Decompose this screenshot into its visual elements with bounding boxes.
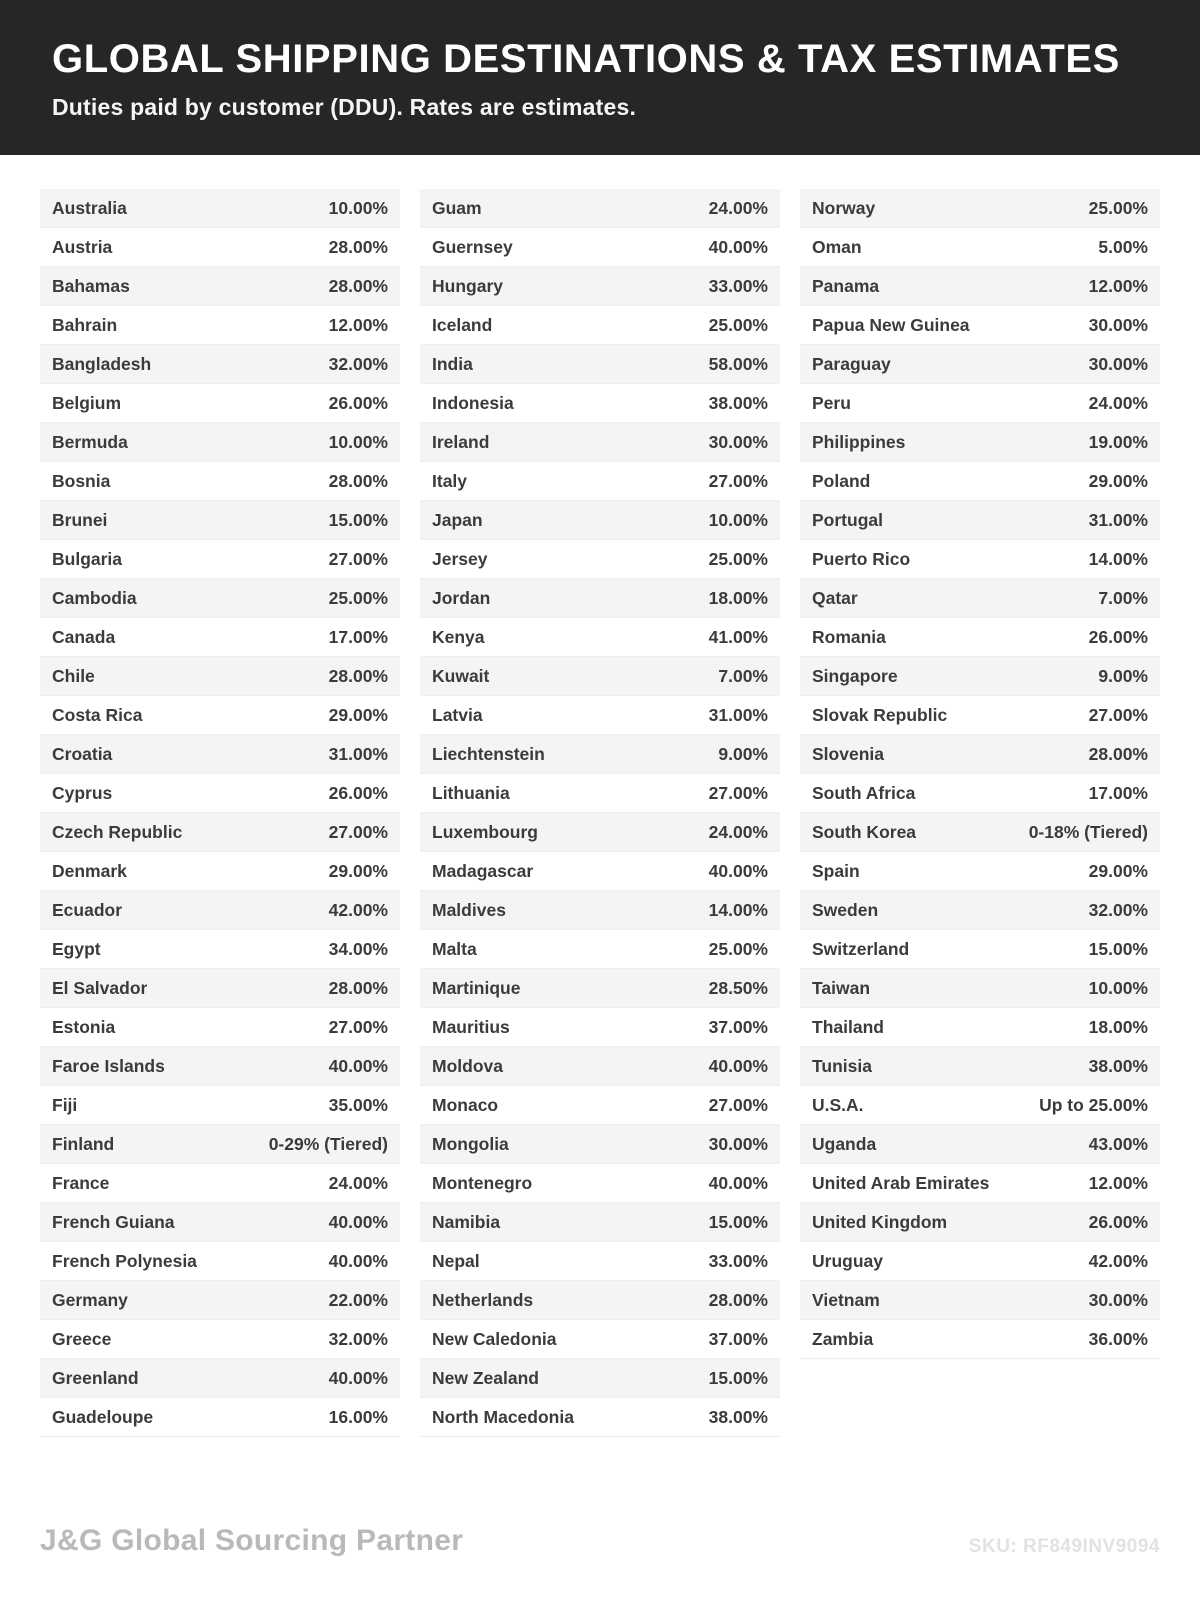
table-row — [800, 462, 1160, 501]
table-row — [420, 1242, 780, 1281]
country-name: Madagascar — [432, 860, 534, 881]
country-name: Indonesia — [432, 392, 514, 413]
table-row — [40, 189, 400, 228]
table-row — [420, 423, 780, 462]
table-row — [40, 930, 400, 969]
country-name: South Africa — [812, 782, 916, 803]
table-row — [420, 930, 780, 969]
country-name: Bahrain — [52, 314, 118, 335]
table-row — [40, 813, 400, 852]
tax-rate: 24.00% — [328, 1172, 388, 1193]
table-row — [420, 813, 780, 852]
country-name: Uganda — [812, 1133, 877, 1154]
country-name: Switzerland — [812, 938, 910, 959]
country-name: Cambodia — [52, 587, 137, 608]
table-row — [420, 1164, 780, 1203]
table-row — [40, 1320, 400, 1359]
country-name: Nepal — [432, 1250, 480, 1271]
country-name: Slovak Republic — [812, 704, 948, 725]
country-name: New Caledonia — [432, 1328, 557, 1349]
tax-rate: 42.00% — [328, 899, 388, 920]
page-footer — [40, 1524, 1160, 1558]
tax-rate: 28.00% — [328, 275, 388, 296]
country-name: French Guiana — [52, 1211, 175, 1232]
table-row — [800, 1281, 1160, 1320]
table-row — [800, 813, 1160, 852]
table-row — [420, 969, 780, 1008]
tax-rate: 29.00% — [328, 860, 388, 881]
table-row — [40, 579, 400, 618]
country-name: El Salvador — [52, 977, 148, 998]
table-row — [800, 501, 1160, 540]
tax-rate: 32.00% — [328, 1328, 388, 1349]
rate-column — [420, 189, 780, 1437]
table-row — [420, 1086, 780, 1125]
country-name: Brunei — [52, 509, 108, 530]
tax-rate: 30.00% — [1088, 353, 1148, 374]
table-row — [800, 1242, 1160, 1281]
tax-rate: 0-18% (Tiered) — [1028, 821, 1148, 842]
tax-rate: 41.00% — [708, 626, 768, 647]
country-name: Japan — [432, 509, 483, 530]
tax-rate: 32.00% — [1088, 899, 1148, 920]
country-name: Sweden — [812, 899, 879, 920]
tax-rate: 15.00% — [708, 1367, 768, 1388]
tax-rate: 31.00% — [1088, 509, 1148, 530]
tax-rate: 24.00% — [708, 821, 768, 842]
country-name: U.S.A. — [812, 1094, 864, 1115]
tax-rate: 28.00% — [1088, 743, 1148, 764]
country-name: Chile — [52, 665, 95, 686]
tax-rate: 25.00% — [1088, 197, 1148, 218]
country-name: Portugal — [812, 509, 883, 530]
tax-rate: 28.00% — [328, 977, 388, 998]
table-row — [420, 501, 780, 540]
tax-rate: 40.00% — [328, 1367, 388, 1388]
table-row — [800, 1203, 1160, 1242]
tax-rate: 30.00% — [1088, 314, 1148, 335]
table-row — [800, 891, 1160, 930]
table-row — [40, 384, 400, 423]
table-row — [40, 852, 400, 891]
table-row — [420, 1281, 780, 1320]
tax-rate: 9.00% — [718, 743, 768, 764]
country-name: Egypt — [52, 938, 101, 959]
tax-rate: 28.00% — [708, 1289, 768, 1310]
rate-column — [800, 189, 1160, 1437]
country-name: Fiji — [52, 1094, 78, 1115]
country-name: Panama — [812, 275, 880, 296]
table-row — [420, 852, 780, 891]
table-row — [800, 969, 1160, 1008]
tax-rate: 12.00% — [1088, 1172, 1148, 1193]
country-name: Lithuania — [432, 782, 510, 803]
tax-rate: 43.00% — [1088, 1133, 1148, 1154]
tax-rate: 30.00% — [708, 431, 768, 452]
country-name: Canada — [52, 626, 116, 647]
table-row — [40, 423, 400, 462]
tax-rate: 7.00% — [1098, 587, 1148, 608]
tax-rate: 35.00% — [328, 1094, 388, 1115]
country-name: Puerto Rico — [812, 548, 911, 569]
tax-rate: 36.00% — [1088, 1328, 1148, 1349]
table-row — [800, 774, 1160, 813]
table-row — [420, 228, 780, 267]
tax-rate: 31.00% — [708, 704, 768, 725]
country-name: India — [432, 353, 473, 374]
table-row — [800, 423, 1160, 462]
page-title: GLOBAL SHIPPING DESTINATIONS & TAX ESTIMATES — [52, 37, 1120, 81]
rates-table — [0, 155, 1200, 1437]
table-row — [800, 696, 1160, 735]
country-name: Monaco — [432, 1094, 499, 1115]
tax-rate: 14.00% — [708, 899, 768, 920]
tax-rate: 25.00% — [708, 314, 768, 335]
tax-rate: 27.00% — [328, 821, 388, 842]
country-name: Thailand — [812, 1016, 884, 1037]
table-row — [40, 267, 400, 306]
table-row — [40, 462, 400, 501]
country-name: Maldives — [432, 899, 506, 920]
country-name: Bulgaria — [52, 548, 123, 569]
table-row — [420, 1320, 780, 1359]
table-row — [800, 345, 1160, 384]
table-row — [40, 1008, 400, 1047]
country-name: Slovenia — [812, 743, 884, 764]
table-row — [420, 306, 780, 345]
tax-rate: 26.00% — [1088, 1211, 1148, 1232]
country-name: Poland — [812, 470, 871, 491]
table-row — [420, 1398, 780, 1437]
table-row — [800, 579, 1160, 618]
table-row — [420, 618, 780, 657]
table-row — [40, 1359, 400, 1398]
tax-rate: 31.00% — [328, 743, 388, 764]
table-row — [420, 579, 780, 618]
country-name: Papua New Guinea — [812, 314, 970, 335]
country-name: Czech Republic — [52, 821, 183, 842]
table-row — [420, 540, 780, 579]
table-row — [800, 540, 1160, 579]
country-name: Guam — [432, 197, 482, 218]
table-row — [40, 969, 400, 1008]
tax-rate: 29.00% — [328, 704, 388, 725]
tax-rate: 29.00% — [1088, 470, 1148, 491]
country-name: Martinique — [432, 977, 521, 998]
table-row — [800, 618, 1160, 657]
country-name: Tunisia — [812, 1055, 872, 1076]
tax-rate: 19.00% — [1088, 431, 1148, 452]
country-name: Bangladesh — [52, 353, 152, 374]
tax-rate: 38.00% — [708, 392, 768, 413]
tax-rate: 40.00% — [708, 1172, 768, 1193]
table-row — [800, 657, 1160, 696]
country-name: United Kingdom — [812, 1211, 948, 1232]
tax-rate: 28.50% — [708, 977, 768, 998]
table-row — [40, 1164, 400, 1203]
tax-rate: 0-29% (Tiered) — [268, 1133, 388, 1154]
country-name: Montenegro — [432, 1172, 533, 1193]
country-name: Mongolia — [432, 1133, 509, 1154]
table-row — [40, 891, 400, 930]
table-row — [800, 1320, 1160, 1359]
country-name: Liechtenstein — [432, 743, 545, 764]
tax-rate: 10.00% — [328, 197, 388, 218]
tax-rate: 30.00% — [1088, 1289, 1148, 1310]
country-name: Paraguay — [812, 353, 891, 374]
country-name: France — [52, 1172, 110, 1193]
table-row — [800, 852, 1160, 891]
tax-rate: 32.00% — [328, 353, 388, 374]
tax-rate: 15.00% — [1088, 938, 1148, 959]
table-row — [420, 384, 780, 423]
country-name: Hungary — [432, 275, 503, 296]
table-row — [420, 891, 780, 930]
tax-rate: 38.00% — [1088, 1055, 1148, 1076]
table-row — [420, 1047, 780, 1086]
country-name: Italy — [432, 470, 468, 491]
country-name: United Arab Emirates — [812, 1172, 990, 1193]
table-row — [40, 1242, 400, 1281]
country-name: South Korea — [812, 821, 917, 842]
country-name: Namibia — [432, 1211, 501, 1232]
country-name: Latvia — [432, 704, 483, 725]
sku-label: SKU: RF849INV9094 — [968, 1536, 1160, 1557]
table-row — [40, 735, 400, 774]
country-name: New Zealand — [432, 1367, 539, 1388]
tax-rate: 12.00% — [1088, 275, 1148, 296]
table-row — [40, 657, 400, 696]
table-row — [800, 1164, 1160, 1203]
table-row — [40, 540, 400, 579]
country-name: Croatia — [52, 743, 113, 764]
tax-rate: 17.00% — [328, 626, 388, 647]
tax-rate: 40.00% — [328, 1250, 388, 1271]
country-name: Singapore — [812, 665, 898, 686]
tax-rate: 42.00% — [1088, 1250, 1148, 1271]
tax-rate: 30.00% — [708, 1133, 768, 1154]
tax-rate: 14.00% — [1088, 548, 1148, 569]
tax-rate: 5.00% — [1098, 236, 1148, 257]
country-name: Faroe Islands — [52, 1055, 165, 1076]
country-name: Taiwan — [812, 977, 871, 998]
country-name: Australia — [52, 197, 127, 218]
tax-rate: 10.00% — [708, 509, 768, 530]
country-name: Ireland — [432, 431, 490, 452]
tax-rate: 33.00% — [708, 275, 768, 296]
tax-rate: 26.00% — [1088, 626, 1148, 647]
table-row — [800, 930, 1160, 969]
tax-rate: 26.00% — [328, 782, 388, 803]
table-row — [420, 1203, 780, 1242]
tax-rate: 16.00% — [328, 1406, 388, 1427]
country-name: Luxembourg — [432, 821, 538, 842]
country-name: Norway — [812, 197, 876, 218]
tax-rate: 28.00% — [328, 665, 388, 686]
table-row — [420, 1359, 780, 1398]
table-row — [800, 189, 1160, 228]
table-row — [800, 384, 1160, 423]
tax-rate: 9.00% — [1098, 665, 1148, 686]
tax-rate: 26.00% — [328, 392, 388, 413]
country-name: Philippines — [812, 431, 906, 452]
country-name: Jordan — [432, 587, 491, 608]
country-name: Guernsey — [432, 236, 513, 257]
table-row — [800, 1008, 1160, 1047]
table-row — [800, 228, 1160, 267]
country-name: North Macedonia — [432, 1406, 574, 1427]
country-name: Ecuador — [52, 899, 123, 920]
country-name: Jersey — [432, 548, 488, 569]
tax-rate: 27.00% — [708, 470, 768, 491]
table-row — [800, 267, 1160, 306]
tax-rate: 40.00% — [708, 1055, 768, 1076]
country-name: Spain — [812, 860, 860, 881]
table-row — [420, 696, 780, 735]
country-name: French Polynesia — [52, 1250, 197, 1271]
tax-rate: 15.00% — [708, 1211, 768, 1232]
tax-rate: 10.00% — [1088, 977, 1148, 998]
tax-rate: 40.00% — [708, 860, 768, 881]
tax-rate: 24.00% — [1088, 392, 1148, 413]
tax-rate: 37.00% — [708, 1016, 768, 1037]
country-name: Belgium — [52, 392, 122, 413]
tax-rate: 34.00% — [328, 938, 388, 959]
tax-rate: 37.00% — [708, 1328, 768, 1349]
tax-rate: 27.00% — [708, 782, 768, 803]
page-header — [0, 0, 1200, 155]
tax-rate: 27.00% — [328, 548, 388, 569]
tax-rate: 12.00% — [328, 314, 388, 335]
tax-rate: 29.00% — [1088, 860, 1148, 881]
country-name: Romania — [812, 626, 886, 647]
tax-rate: 24.00% — [708, 197, 768, 218]
table-row — [420, 189, 780, 228]
country-name: Oman — [812, 236, 862, 257]
table-row — [40, 345, 400, 384]
country-name: Moldova — [432, 1055, 503, 1076]
tax-rate: 25.00% — [328, 587, 388, 608]
country-name: Qatar — [812, 587, 858, 608]
table-row — [40, 1398, 400, 1437]
table-row — [420, 345, 780, 384]
country-name: Vietnam — [812, 1289, 880, 1310]
table-row — [800, 735, 1160, 774]
table-row — [420, 462, 780, 501]
tax-rate: 27.00% — [328, 1016, 388, 1037]
tax-rate: 10.00% — [328, 431, 388, 452]
table-row — [40, 228, 400, 267]
table-row — [40, 1281, 400, 1320]
table-row — [420, 1008, 780, 1047]
country-name: Iceland — [432, 314, 493, 335]
table-row — [40, 1086, 400, 1125]
table-row — [800, 1047, 1160, 1086]
country-name: Finland — [52, 1133, 115, 1154]
country-name: Malta — [432, 938, 477, 959]
tax-rate: Up to 25.00% — [1039, 1094, 1148, 1115]
table-row — [420, 774, 780, 813]
country-name: Cyprus — [52, 782, 113, 803]
table-row — [800, 1125, 1160, 1164]
country-name: Kenya — [432, 626, 485, 647]
table-row — [420, 1125, 780, 1164]
table-row — [40, 1125, 400, 1164]
table-row — [420, 735, 780, 774]
country-name: Costa Rica — [52, 704, 143, 725]
country-name: Mauritius — [432, 1016, 510, 1037]
country-name: Uruguay — [812, 1250, 883, 1271]
table-row — [40, 696, 400, 735]
tax-rate: 25.00% — [708, 938, 768, 959]
country-name: Bosnia — [52, 470, 111, 491]
country-name: Denmark — [52, 860, 127, 881]
tax-rate: 18.00% — [708, 587, 768, 608]
tax-rate: 40.00% — [328, 1055, 388, 1076]
tax-rate: 40.00% — [328, 1211, 388, 1232]
country-name: Estonia — [52, 1016, 116, 1037]
tax-rate: 27.00% — [708, 1094, 768, 1115]
table-row — [800, 1086, 1160, 1125]
table-row — [800, 306, 1160, 345]
country-name: Greece — [52, 1328, 112, 1349]
table-row — [420, 267, 780, 306]
country-name: Germany — [52, 1289, 128, 1310]
tax-rate: 15.00% — [328, 509, 388, 530]
tax-rate: 7.00% — [718, 665, 768, 686]
tax-rate: 18.00% — [1088, 1016, 1148, 1037]
page-subtitle: Duties paid by customer (DDU). Rates are estimates. — [52, 94, 637, 120]
tax-rate: 40.00% — [708, 236, 768, 257]
country-name: Bermuda — [52, 431, 128, 452]
table-row — [40, 618, 400, 657]
table-row — [40, 501, 400, 540]
table-row — [40, 774, 400, 813]
tax-rate: 25.00% — [708, 548, 768, 569]
tax-rate: 38.00% — [708, 1406, 768, 1427]
tax-rate: 33.00% — [708, 1250, 768, 1271]
country-name: Bahamas — [52, 275, 130, 296]
country-name: Peru — [812, 392, 851, 413]
country-name: Kuwait — [432, 665, 490, 686]
country-name: Austria — [52, 236, 113, 257]
tax-rate: 28.00% — [328, 236, 388, 257]
country-name: Greenland — [52, 1367, 139, 1388]
brand-name: J&G Global Sourcing Partner — [40, 1524, 464, 1557]
tax-rate: 27.00% — [1088, 704, 1148, 725]
tax-rate: 28.00% — [328, 470, 388, 491]
table-row — [420, 657, 780, 696]
country-name: Zambia — [812, 1328, 874, 1349]
table-row — [40, 306, 400, 345]
tax-rate: 58.00% — [708, 353, 768, 374]
table-row — [40, 1203, 400, 1242]
country-name: Netherlands — [432, 1289, 534, 1310]
tax-rate: 17.00% — [1088, 782, 1148, 803]
rate-column — [40, 189, 400, 1437]
table-row — [40, 1047, 400, 1086]
country-name: Guadeloupe — [52, 1406, 154, 1427]
tax-rate: 22.00% — [328, 1289, 388, 1310]
